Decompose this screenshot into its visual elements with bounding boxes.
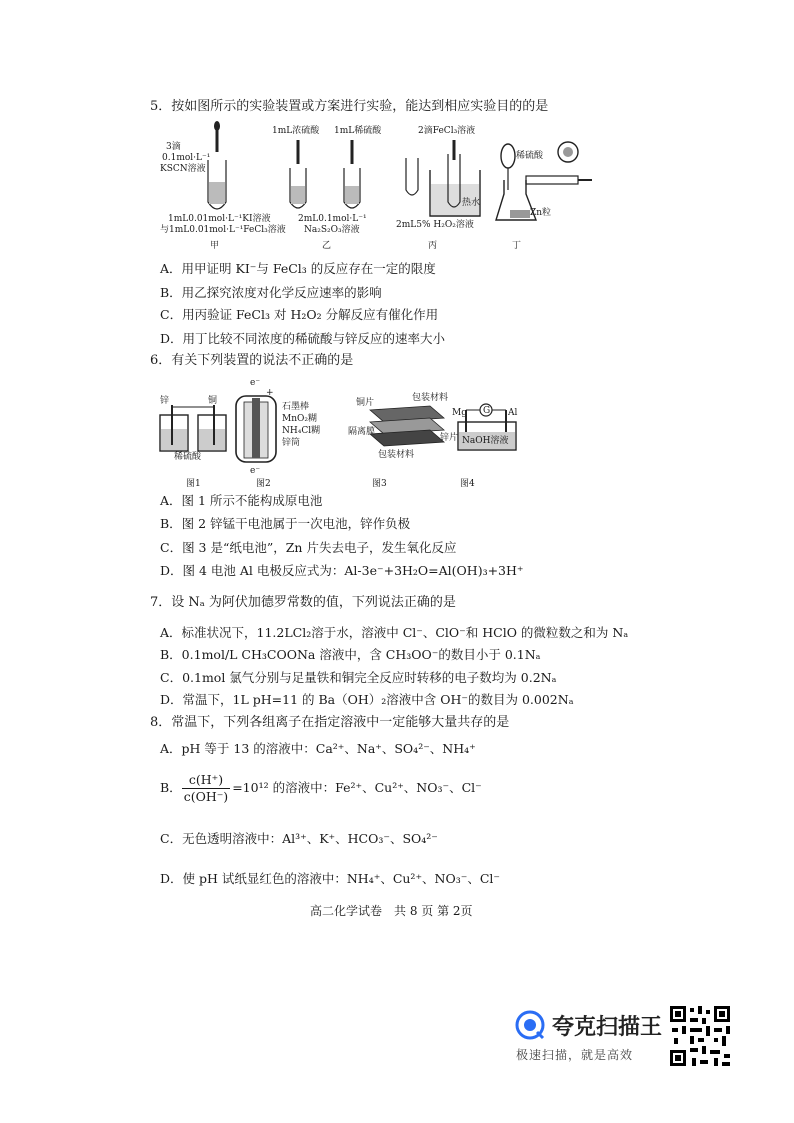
q6-option-c: C．图 3 是“纸电池”，Zn 片失去电子，发生氧化反应 (160, 540, 457, 555)
f3-label: 图3 (372, 479, 387, 489)
bing-top: 2滴FeCl₃溶液 (418, 126, 476, 136)
q8-option-d: D．使 pH 试纸显红色的溶液中：NH₄⁺、Cu²⁺、NO₃⁻、Cl⁻ (160, 871, 500, 886)
f1-zn: 锌 (160, 396, 170, 406)
bing-bottom: 2mL5% H₂O₂溶液 (396, 220, 474, 230)
bing-label: 丙 (428, 241, 438, 251)
qr-code-icon (668, 1004, 732, 1068)
q8-option-a: A．pH 等于 13 的溶液中：Ca²⁺、Na⁺、SO₄²⁻、NH₄⁺ (160, 741, 476, 756)
f4-naoh: NaOH溶液 (462, 436, 509, 446)
ding-zn: Zn粒 (530, 208, 552, 218)
f4-label: 图4 (460, 479, 475, 489)
yi-top-right: 1mL稀硫酸 (334, 126, 382, 136)
fraction-denominator: c(OH⁻) (183, 789, 229, 804)
q6-option-b: B．图 2 锌锰干电池属于一次电池，锌作负极 (160, 516, 411, 531)
paper-battery-illustration (360, 404, 450, 448)
jia-drop-count: 3滴 (166, 142, 181, 152)
jia-drop-reagent: KSCN溶液 (160, 164, 206, 174)
q5-option-c: C．用丙验证 FeCl₃ 对 H₂O₂ 分解反应有催化作用 (160, 307, 439, 322)
q6-option-d: D．图 4 电池 Al 电极反应式为：Al-3e⁻+3H₂O=Al(OH)₃+3H⁺ (160, 563, 524, 578)
yi-top-left: 1mL浓硫酸 (272, 126, 320, 136)
f2-e-top: e⁻ (250, 378, 261, 388)
f4-g: G (483, 406, 491, 416)
f3-zn: 锌片 (440, 433, 459, 443)
brand-name: 夸克扫描王 (552, 1015, 663, 1040)
bing-water: 热水 (462, 198, 481, 208)
q8-option-b-rest: =10¹² 的溶液中：Fe²⁺、Cu²⁺、NO₃⁻、Cl⁻ (232, 780, 482, 795)
f2-mno2: MnO₂糊 (282, 414, 317, 424)
q5-title: 5．按如图所示的实验装置或方案进行实验，能达到相应实验目的的是 (150, 99, 549, 114)
jia-label: 甲 (210, 241, 220, 251)
ding-label: 丁 (512, 241, 522, 251)
ding-acid: 稀硫酸 (516, 151, 544, 161)
q6-option-a: A．图 1 所示不能构成原电池 (160, 493, 323, 508)
f4-al: Al (508, 408, 518, 418)
q7-title: 7．设 Nₐ 为阿伏加德罗常数的值，下列说法正确的是 (150, 595, 456, 610)
f2-graphite: 石墨棒 (282, 402, 310, 412)
figure1-cell-illustration (158, 405, 228, 455)
two-test-tubes-illustration (280, 140, 380, 215)
ratio-fraction (182, 772, 231, 805)
jia-bottom-line1: 1mL0.01mol·L⁻¹KI溶液 (168, 214, 271, 224)
f1-acid: 稀硫酸 (174, 452, 202, 462)
q5-option-b: B．用乙探究浓度对化学反应速率的影响 (160, 285, 382, 300)
q7-option-b: B．0.1mol/L CH₃COONa 溶液中，含 CH₃OO⁻的数目小于 0.1Nₐ (160, 647, 541, 662)
jia-bottom-line2: 与1mL0.01mol·L⁻¹FeCl₃溶液 (160, 225, 286, 235)
f4-mg: Mg (452, 408, 467, 418)
f3-cu: 铜片 (356, 398, 375, 408)
f1-label: 图1 (186, 479, 201, 489)
q5-option-a: A．用甲证明 KI⁻与 FeCl₃ 的反应存在一定的限度 (160, 261, 436, 276)
q6-title: 6．有关下列装置的说法不正确的是 (150, 353, 354, 368)
f3-pack-top: 包装材料 (412, 393, 449, 403)
f2-zn: 锌筒 (282, 438, 301, 448)
f3-sep: 隔离膜 (348, 427, 376, 437)
q7-option-d: D．常温下，1L pH=11 的 Ba（OH）₂溶液中含 OH⁻的数目为 0.002Nₐ (160, 692, 574, 707)
q8-option-b (160, 772, 482, 805)
yi-bottom-line1: 2mL0.1mol·L⁻¹ (298, 214, 367, 224)
f1-cu: 铜 (208, 396, 218, 406)
f3-pack-bottom: 包装材料 (378, 450, 415, 460)
yi-bottom-line2: Na₂S₂O₃溶液 (304, 225, 360, 235)
yi-label: 乙 (322, 241, 332, 251)
brand-slogan: 极速扫描，就是高效 (516, 1048, 634, 1062)
f2-label: 图2 (256, 479, 271, 489)
beaker-water-bath-illustration (396, 140, 486, 220)
q8-title: 8．常温下，下列各组离子在指定溶液中一定能够大量共存的是 (150, 715, 510, 730)
f2-plus: + (266, 388, 274, 398)
page-footer: 高二化学试卷 共 8 页 第 2页 (310, 904, 473, 918)
f2-nh4cl: NH₄Cl糊 (282, 426, 321, 436)
q8-option-b-prefix: B． (160, 780, 182, 795)
f2-e-bottom: e⁻ (250, 466, 261, 476)
q5-option-d: D．用丁比较不同浓度的稀硫酸与锌反应的速率大小 (160, 331, 446, 346)
q7-option-a: A．标准状况下，11.2LCl₂溶于水，溶液中 Cl⁻、ClO⁻和 HClO 的微粒数之和为 Nₐ (160, 625, 629, 640)
brand-logo-icon (515, 1010, 545, 1040)
q7-option-c: C．0.1mol 氯气分别与足量铁和铜完全反应时转移的电子数均为 0.2Nₐ (160, 670, 557, 685)
q8-option-c: C．无色透明溶液中：Al³⁺、K⁺、HCO₃⁻、SO₄²⁻ (160, 831, 438, 846)
fraction-numerator: c(H⁺) (182, 772, 231, 789)
jia-drop-conc: 0.1mol·L⁻¹ (162, 153, 211, 163)
dry-cell-illustration (232, 394, 282, 466)
